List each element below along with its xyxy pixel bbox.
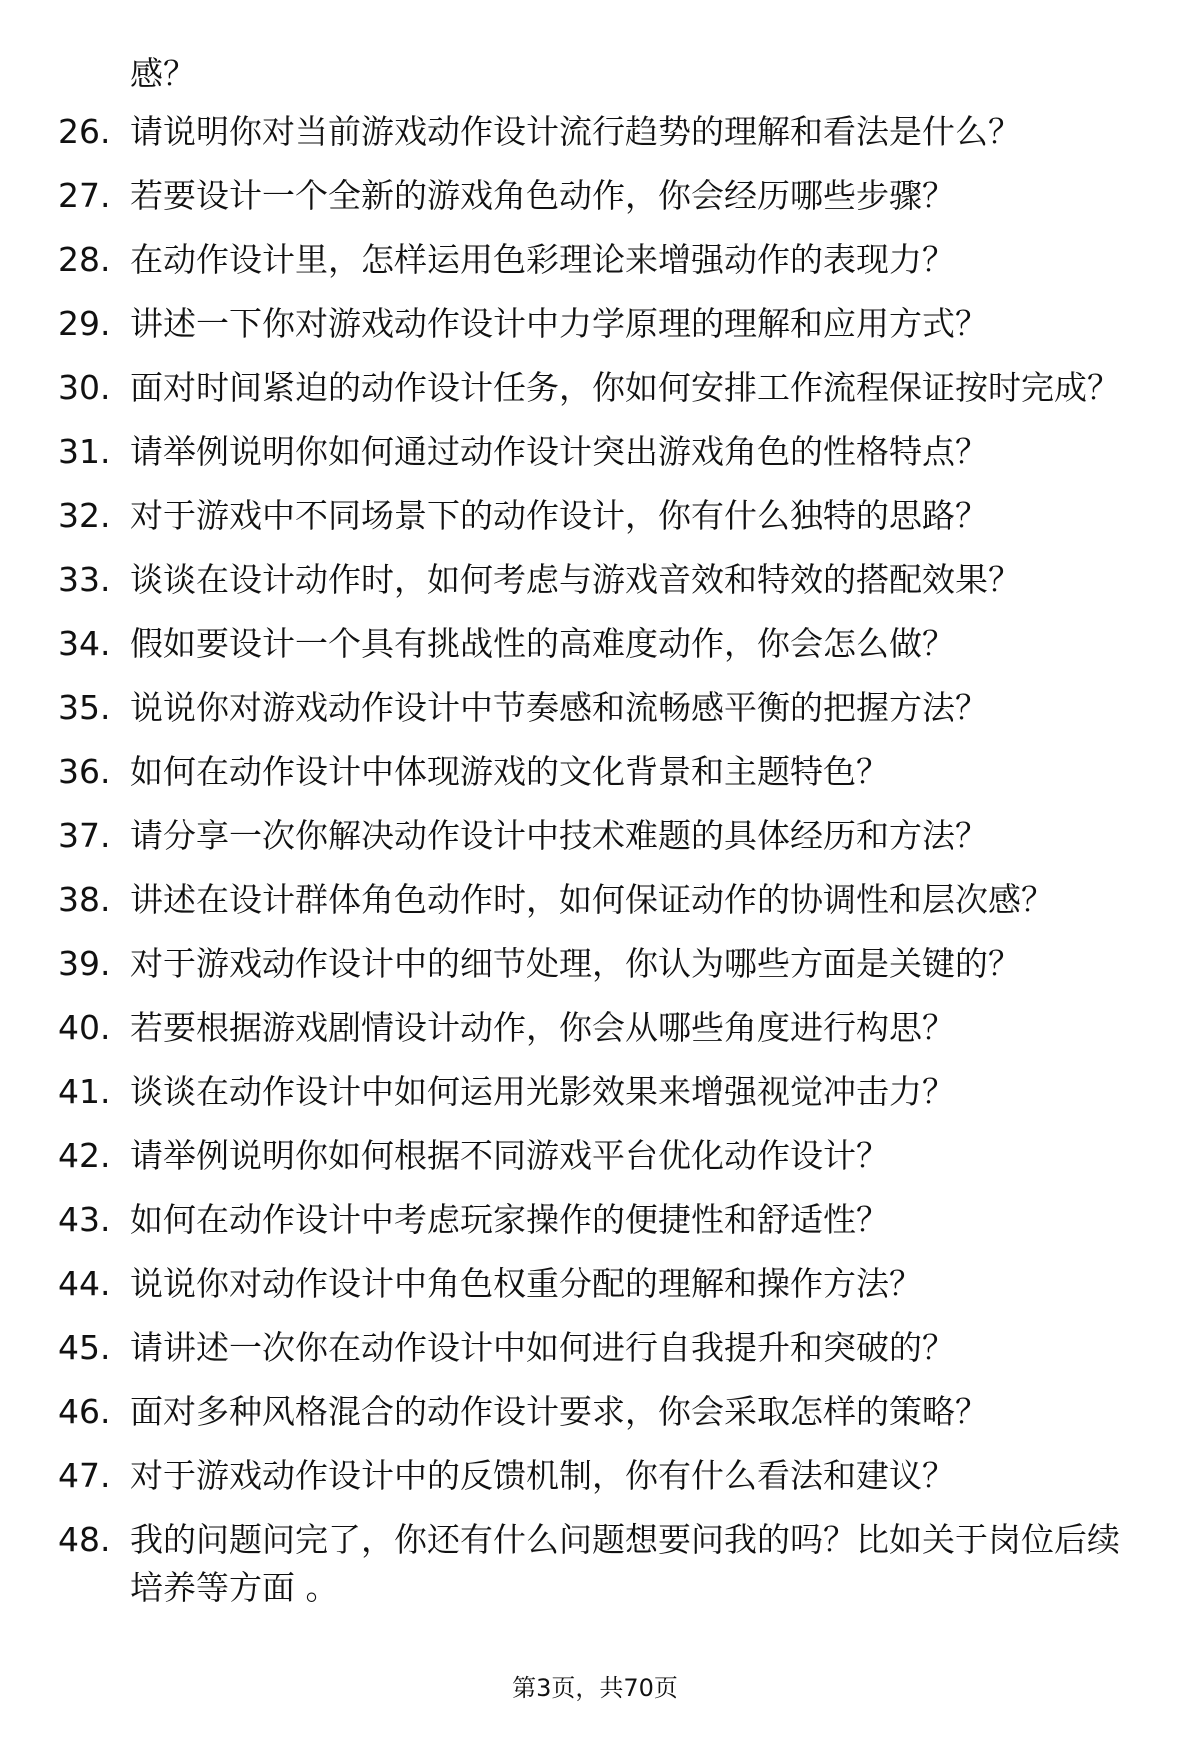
- question-text: 请举例说明你如何根据不同游戏平台优化动作设计？: [130, 1136, 889, 1175]
- list-item: [0, 812, 1190, 860]
- question-text: 谈谈在动作设计中如何运用光影效果来增强视觉冲击力？: [130, 1072, 955, 1111]
- list-item: [0, 556, 1190, 604]
- list-item: [0, 748, 1190, 796]
- question-text: 请分享一次你解决动作设计中技术难题的具体经历和方法？: [130, 816, 988, 855]
- question-number: 48.: [58, 1520, 111, 1559]
- question-number: 33.: [58, 560, 111, 599]
- question-text: 若要设计一个全新的游戏角色动作，你会经历哪些步骤？: [130, 176, 955, 215]
- question-text: 谈谈在设计动作时，如何考虑与游戏音效和特效的搭配效果？: [130, 560, 1021, 599]
- list-item: [0, 492, 1190, 540]
- question-text: 我的问题问完了，你还有什么问题想要问我的吗？比如关于岗位后续培养等方面 。: [130, 1520, 1120, 1607]
- list-item: [0, 1324, 1190, 1372]
- question-text: 如何在动作设计中体现游戏的文化背景和主题特色？: [130, 752, 889, 791]
- list-item: [0, 1452, 1190, 1500]
- question-text: 请说明你对当前游戏动作设计流行趋势的理解和看法是什么？: [130, 112, 1021, 151]
- question-number: 47.: [58, 1456, 111, 1495]
- question-number: 46.: [58, 1392, 111, 1431]
- question-list: [0, 108, 1190, 1628]
- question-number: 44.: [58, 1264, 111, 1303]
- question-text: 请讲述一次你在动作设计中如何进行自我提升和突破的？: [130, 1328, 955, 1367]
- question-text: 讲述一下你对游戏动作设计中力学原理的理解和应用方式？: [130, 304, 988, 343]
- list-item: [0, 1196, 1190, 1244]
- question-text: 面对时间紧迫的动作设计任务，你如何安排工作流程保证按时完成？: [130, 368, 1120, 407]
- question-number: 32.: [58, 496, 111, 535]
- question-text: 对于游戏中不同场景下的动作设计，你有什么独特的思路？: [130, 496, 988, 535]
- list-item: [0, 108, 1190, 156]
- list-item: [0, 1516, 1190, 1612]
- question-text: 假如要设计一个具有挑战性的高难度动作，你会怎么做？: [130, 624, 955, 663]
- question-text: 说说你对游戏动作设计中节奏感和流畅感平衡的把握方法？: [130, 688, 988, 727]
- list-item: [0, 1068, 1190, 1116]
- question-number: 39.: [58, 944, 111, 983]
- list-item: [0, 620, 1190, 668]
- list-item: [0, 684, 1190, 732]
- question-number: 36.: [58, 752, 111, 791]
- question-number: 34.: [58, 624, 111, 663]
- question-number: 31.: [58, 432, 111, 471]
- question-number: 35.: [58, 688, 111, 727]
- list-item: [0, 300, 1190, 348]
- list-item: [0, 940, 1190, 988]
- question-number: 38.: [58, 880, 111, 919]
- question-number: 40.: [58, 1008, 111, 1047]
- list-item: [0, 428, 1190, 476]
- list-item: [0, 236, 1190, 284]
- list-item: [0, 1260, 1190, 1308]
- question-number: 28.: [58, 240, 111, 279]
- question-number: 30.: [58, 368, 111, 407]
- question-number: 29.: [58, 304, 111, 343]
- question-text: 若要根据游戏剧情设计动作，你会从哪些角度进行构思？: [130, 1008, 955, 1047]
- question-text: 如何在动作设计中考虑玩家操作的便捷性和舒适性？: [130, 1200, 889, 1239]
- list-item: [0, 1004, 1190, 1052]
- page-footer: 第3页，共70页: [512, 1674, 678, 1702]
- question-number: 37.: [58, 816, 111, 855]
- list-item: [0, 1388, 1190, 1436]
- list-item: [0, 172, 1190, 220]
- continuation-text: 感？: [130, 54, 196, 93]
- question-text: 对于游戏动作设计中的反馈机制，你有什么看法和建议？: [130, 1456, 955, 1495]
- question-number: 26.: [58, 112, 111, 151]
- question-text: 请举例说明你如何通过动作设计突出游戏角色的性格特点？: [130, 432, 988, 471]
- list-item: [0, 876, 1190, 924]
- list-item: [0, 364, 1190, 412]
- list-item: [0, 1132, 1190, 1180]
- question-text: 面对多种风格混合的动作设计要求，你会采取怎样的策略？: [130, 1392, 988, 1431]
- question-number: 41.: [58, 1072, 111, 1111]
- question-text: 对于游戏动作设计中的细节处理，你认为哪些方面是关键的？: [130, 944, 1021, 983]
- question-text: 讲述在设计群体角色动作时，如何保证动作的协调性和层次感？: [130, 880, 1054, 919]
- question-text: 说说你对动作设计中角色权重分配的理解和操作方法？: [130, 1264, 922, 1303]
- question-number: 27.: [58, 176, 111, 215]
- question-number: 42.: [58, 1136, 111, 1175]
- question-number: 45.: [58, 1328, 111, 1367]
- question-text: 在动作设计里，怎样运用色彩理论来增强动作的表现力？: [130, 240, 955, 279]
- question-number: 43.: [58, 1200, 111, 1239]
